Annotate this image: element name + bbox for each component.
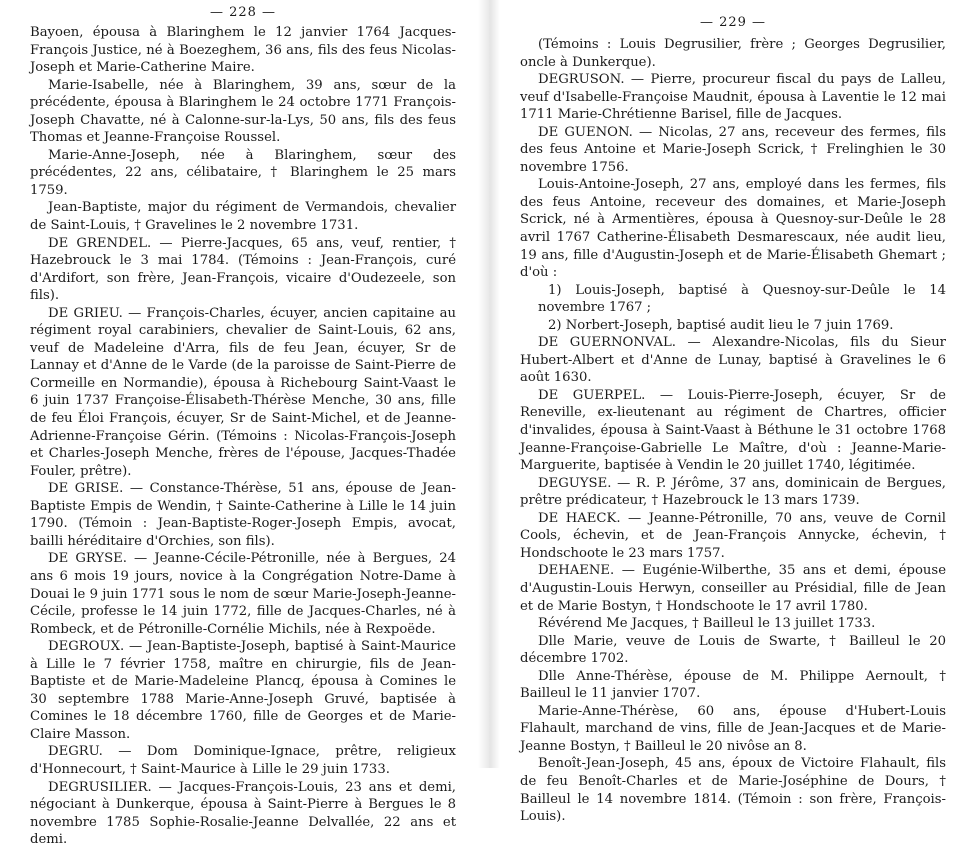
entry: Benoît-Jean-Joseph, 45 ans, époux de Victoire Flahault, fils de feu Benoît-Charles et de Marie-Joséphine de Dours, † Bailleul le 14 novembre 1814. (Témoin : son frère, François-Louis). [520,756,946,825]
entry: DE GRENDEL. — Pierre-Jacques, 65 ans, veuf, rentier, † Hazebrouck le 3 mai 1784. (Témoins : Jean-François, curé d'Ardifort, son frère, Jean-François, vicaire d'Oudezeele, son fils). [30,235,456,304]
child-entry: 1) Louis-Joseph, baptisé à Quesnoy-sur-Deûle le 14 novembre 1767 ; [538,282,946,316]
entry: DEGRUSILIER. — Jacques-François-Louis, 23 ans et demi, négociant à Dunkerque, épousa à Saint-Pierre à Bergues le 8 novembre 1785 Sophie-Rosalie-Jeanne Delvallée, 22 ans et demi. [30,779,456,848]
entry: DE GUERPEL. — Louis-Pierre-Joseph, écuyer, Sr de Reneville, ex-lieutenant au régiment de Chartres, officier d'invalides, épousa à Saint-Vaast à Béthune le 31 octobre 1768 Jeanne-Françoise-Gabrielle Le Maître, d'où : Jeanne-Marie-Marguerite, baptisée à Vendin le 20 juillet 1740, légitimée. [520,387,946,474]
entry-list [520,36,946,826]
entry: DEGROUX. — Jean-Baptiste-Joseph, baptisé à Saint-Maurice à Lille le 7 février 1758, maître en chirurgie, fils de Jean-Baptiste et de Marie-Madeleine Plancq, épousa à Comines le 30 septembre 1788 Marie-Anne-Joseph Gruvé, baptisée à Comines le 18 décembre 1760, fille de Georges et de Marie-Claire Masson. [30,639,456,742]
entry: DE GRISE. — Constance-Thérèse, 51 ans, épouse de Jean-Baptiste Empis de Wendin, † Sainte-Catherine à Lille le 14 juin 1790. (Témoin : Jean-Baptiste-Roger-Joseph Empis, avocat, bailli héréditaire d'Orchies, son fils). [30,481,456,549]
entry: Révérend Me Jacques, † Bailleul le 13 juillet 1733. [538,616,876,632]
book-gutter [478,0,500,768]
entry: Dlle Marie, veuve de Louis de Swarte, † Bailleul le 20 décembre 1702. [520,633,946,667]
entry: DE GUERNONVAL. — Alexandre-Nicolas, fils du Sieur Hubert-Albert et d'Anne de Lunay, baptisé à Gravelines le 6 août 1630. [520,335,946,386]
entry: Dlle Anne-Thérèse, épouse de M. Philippe Aernoult, † Bailleul le 11 janvier 1707. [520,668,946,702]
right-page [520,0,946,825]
entry: Marie-Anne-Thérèse, 60 ans, épouse d'Hubert-Louis Flahault, marchand de vins, fille de Jean-Jacques et de Marie-Jeanne Bostyn, † Bailleul le 20 nivôse an 8. [520,703,946,754]
entry: Marie-Anne-Joseph, née à Blaringhem, sœur des précédentes, 22 ans, célibataire, † Blaringhem le 25 mars 1759. [30,147,456,198]
entry: DE GRYSE. — Jeanne-Cécile-Pétronille, née à Bergues, 24 ans 6 mois 19 jours, novice à la Congrégation Notre-Dame à Douai le 9 juin 1771 sous le nom de sœur Marie-Joseph-Jeanne-Cécile, professe le 14 juin 1772, fille de Jacques-Charles, né à Rombeck, et de Pétronille-Cornélie Michils, née à Rexpoëde. [30,551,456,637]
entry: DE GUENON. — Nicolas, 27 ans, receveur des fermes, fils des feus Antoine et Marie-Joseph Scrick, † Frelinghien le 30 novembre 1756. [520,124,946,175]
entry: DE GRIEU. — François-Charles, écuyer, ancien capitaine au régiment royal carabiniers, chevalier de Saint-Louis, 62 ans, veuf de Madeleine d'Arra, fils de feu Jean, écuyer, Sr de Lannay et d'Anne de le Varde (de la paroisse de Saint-Pierre de Cormeille en Normandie), épousa à Richebourg Saint-Vaast le 6 juin 1737 Françoise-Élisabeth-Thérèse Menche, 30 ans, fille de feu Éloi François, écuyer, Sr de Saint-Michel, et de Jeanne-Adrienne-Françoise Gérin. (Témoins : Nicolas-François-Joseph et Charles-Joseph Menche, frères de l'épouse, Jacques-Thadée Fouler, prêtre). [30,305,456,479]
entry: DEGRU. — Dom Dominique-Ignace, prêtre, religieux d'Honnecourt, † Saint-Maurice à Lille le 29 juin 1733. [30,744,456,777]
entry: DE HAECK. — Jeanne-Pétronille, 70 ans, veuve de Cornil Cools, échevin, et de Jean-François Annycke, échevin, † Hondschoote le 23 mars 1757. [520,510,946,561]
entry: Marie-Isabelle, née à Blaringhem, 39 ans, sœur de la précédente, épousa à Blaringhem le 24 octobre 1771 François-Joseph Chavatte, né à Calonne-sur-la-Lys, 50 ans, fils des feus Thomas et Jeanne-Françoise Roussel. [30,77,456,146]
page-number: — 228 — [209,5,277,20]
page-number: — 229 — [699,15,767,30]
entry-list [30,24,456,849]
entry: Louis-Antoine-Joseph, 27 ans, employé dans les fermes, fils des feus Antoine, receveur des domaines, et Marie-Joseph Scrick, né à Armentières, épousa à Quesnoy-sur-Deûle le 28 avril 1767 Catherine-Élisabeth Desmarescaux, née audit lieu, 19 ans, fille d'Augustin-Joseph et de Marie-Élisabeth Ghemart ; d'où : [520,177,946,281]
entry: DEGRUSON. — Pierre, procureur fiscal du pays de Lalleu, veuf d'Isabelle-Françoise Maudnit, épousa à Laventie le 12 mai 1711 Marie-Chrétienne Barisel, fille de Jacques. [520,72,946,123]
left-page [30,0,456,848]
child-entry: 2) Norbert-Joseph, baptisé audit lieu le 7 juin 1769. [548,317,894,333]
entry: Bayoen, épousa à Blaringhem le 12 janvier 1764 Jacques-François Justice, né à Boezeghem, 36 ans, fils des feus Nicolas-Joseph et Marie-Catherine Maire. [30,25,456,76]
entry: (Témoins : Louis Degrusilier, frère ; Georges Degrusilier, oncle à Dunkerque). [520,37,946,70]
entry: DEGUYSE. — R. P. Jérôme, 37 ans, dominicain de Bergues, prêtre prédicateur, † Hazebrouck le 13 mars 1739. [520,475,946,509]
entry: Jean-Baptiste, major du régiment de Vermandois, chevalier de Saint-Louis, † Gravelines le 2 novembre 1731. [30,200,456,234]
entry: DEHAENE. — Eugénie-Wilberthe, 35 ans et demi, épouse d'Augustin-Louis Herwyn, conseiller au Présidial, fille de Jean et de Marie Bostyn, † Hondschoote le 17 avril 1780. [520,563,946,614]
